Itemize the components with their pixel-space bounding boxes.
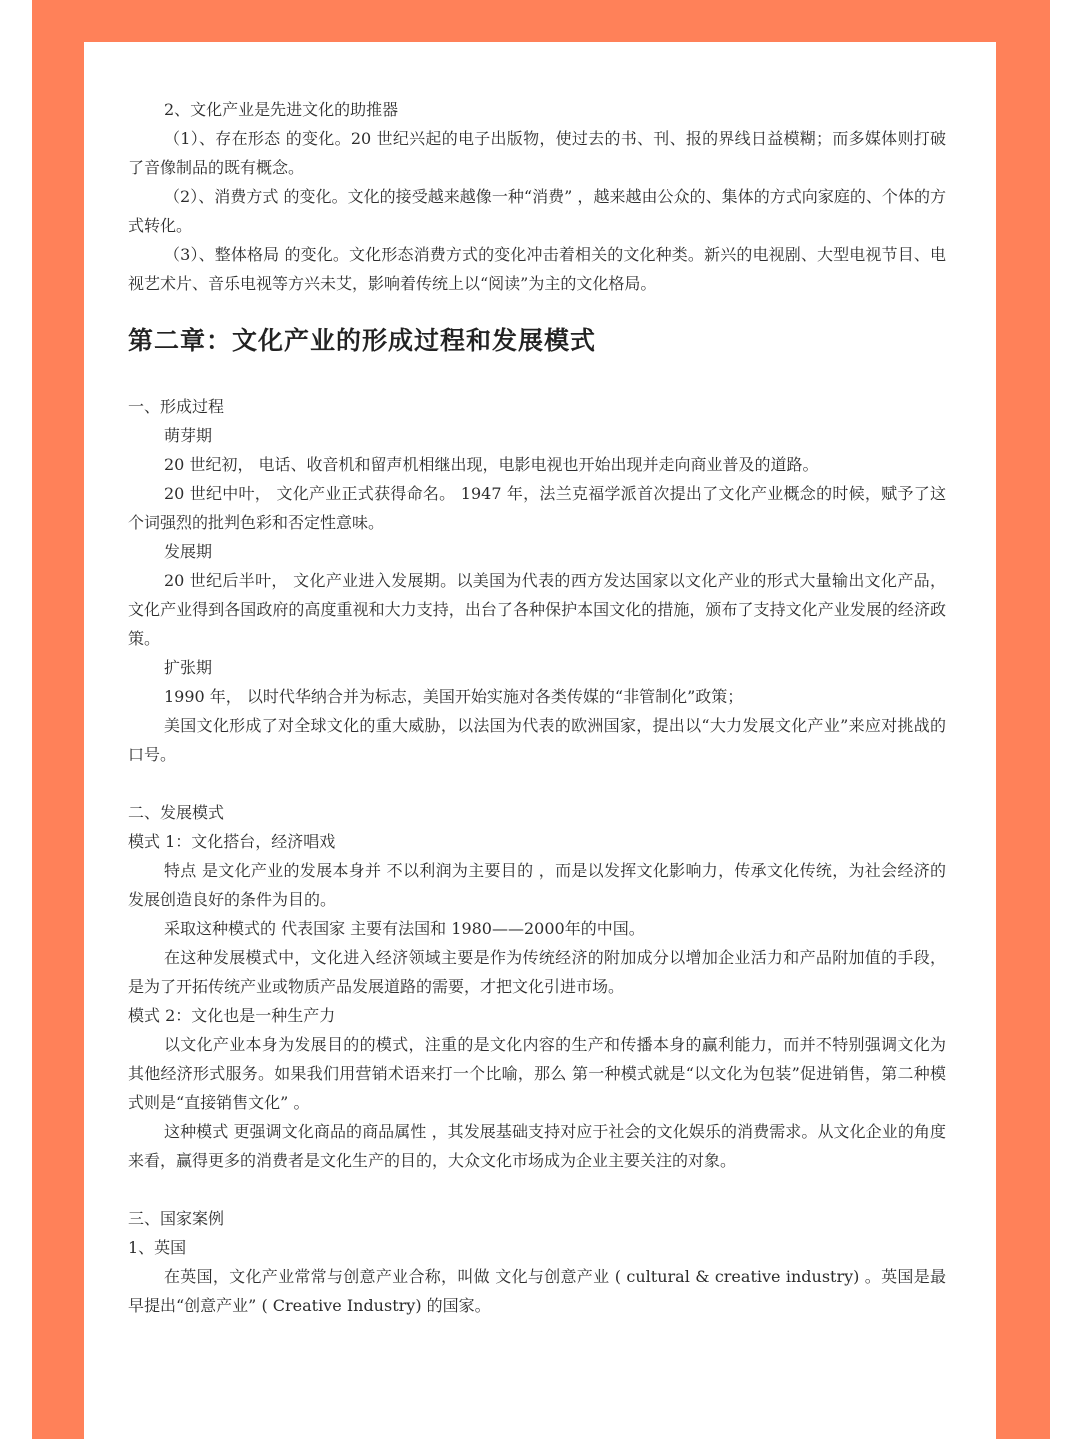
stage-1-paragraph-1: 20 世纪初， 电话、收音机和留声机相继出现，电影电视也开始出现并走向商业普及的道路。	[164, 455, 819, 474]
mode-1-paragraph-3: 在这种发展模式中，文化进入经济领域主要是作为传统经济的附加成分以增加企业活力和产品附加值的手段，是为了开拓传统产业或物质产品发展道路的需要，才把文化引进市场。	[128, 948, 946, 996]
stage-2-label: 发展期	[164, 542, 213, 561]
section-gap	[128, 769, 946, 798]
mode-1-label: 模式 1：文化搭台，经济唱戏	[128, 832, 336, 851]
section-gap	[128, 1175, 946, 1204]
stage-1-label: 萌芽期	[164, 426, 213, 445]
intro-heading: 2、文化产业是先进文化的助推器	[164, 100, 399, 119]
intro-paragraph-1: （1）、存在形态 的变化。20 世纪兴起的电子出版物，使过去的书、刊、报的界线日益模糊；而多媒体则打破了音像制品的既有概念。	[128, 129, 946, 177]
mode-2-label: 模式 2：文化也是一种生产力	[128, 1006, 336, 1025]
section-3-heading: 三、国家案例	[128, 1209, 225, 1228]
country-1-label: 1、英国	[128, 1238, 187, 1257]
intro-paragraph-2: （2）、消费方式 的变化。文化的接受越来越像一种“消费” ，越来越由公众的、集体的方式向家庭的、个体的方式转化。	[128, 187, 946, 235]
mode-2-paragraph-2: 这种模式 更强调文化商品的商品属性 ，其发展基础支持对应于社会的文化娱乐的消费需求。从文化企业的角度来看，赢得更多的消费者是文化生产的目的，大众文化市场成为企业主要关注的对象。	[128, 1122, 946, 1170]
intro-paragraph-3: （3）、整体格局 的变化。文化形态消费方式的变化冲击着相关的文化种类。新兴的电视剧、大型电视节目、电视艺术片、音乐电视等方兴未艾，影响着传统上以“阅读”为主的文化格局。	[128, 245, 946, 293]
stage-1-paragraph-2: 20 世纪中叶， 文化产业正式获得命名。 1947 年，法兰克福学派首次提出了文化产业概念的时候，赋予了这个词强烈的批判色彩和否定性意味。	[128, 484, 946, 532]
mode-2-paragraph-1: 以文化产业本身为发展目的的模式，注重的是文化内容的生产和传播本身的赢利能力，而并不特别强调文化为其他经济形式服务。如果我们用营销术语来打一个比喻，那么 第一种模式就是“以文化为包装”促进销售，第二种模式则是“直接销售文化” 。	[128, 1035, 946, 1112]
stage-3-label: 扩张期	[164, 658, 213, 677]
mode-1-paragraph-1: 特点 是文化产业的发展本身并 不以利润为主要目的 ，而是以发挥文化影响力，传承文化传统，为社会经济的发展创造良好的条件为目的。	[128, 861, 946, 909]
section-2-heading: 二、发展模式	[128, 803, 225, 822]
document-content	[128, 95, 946, 1320]
mode-1-paragraph-2: 采取这种模式的 代表国家 主要有法国和 1980——2000年的中国。	[164, 919, 645, 938]
chapter-title: 第二章：文化产业的形成过程和发展模式	[128, 326, 597, 355]
stage-3-paragraph-2: 美国文化形成了对全球文化的重大威胁，以法国为代表的欧洲国家，提出以“大力发展文化产业”来应对挑战的口号。	[128, 716, 946, 764]
stage-2-paragraph-1: 20 世纪后半叶， 文化产业进入发展期。以美国为代表的西方发达国家以文化产业的形式大量输出文化产品，文化产业得到各国政府的高度重视和大力支持，出台了各种保护本国文化的措施，颁布了支持文化产业发展的经济政策。	[128, 571, 946, 648]
country-1-paragraph-1: 在英国，文化产业常常与创意产业合称，叫做 文化与创意产业 ( cultural & creative industry) 。英国是最早提出“创意产业” ( Creative Industry) 的国家。	[128, 1267, 946, 1315]
section-1-heading: 一、形成过程	[128, 397, 225, 416]
stage-3-paragraph-1: 1990 年， 以时代华纳合并为标志，美国开始实施对各类传媒的“非管制化”政策；	[164, 687, 744, 706]
